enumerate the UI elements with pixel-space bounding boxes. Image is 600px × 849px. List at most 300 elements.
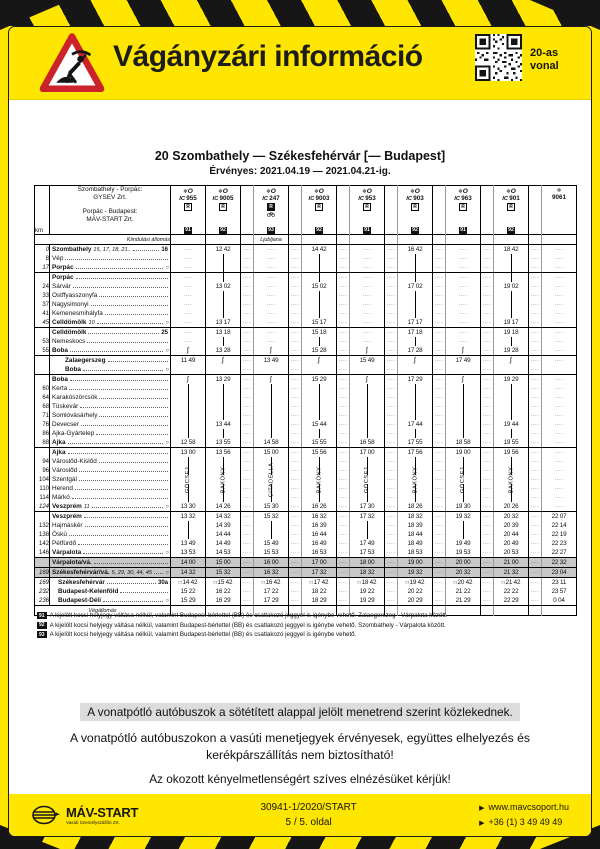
station-row: Boba ○ ···· ···· ···· ···· ···· ···· ····	[35, 365, 577, 375]
time-cell: 21 22	[446, 587, 481, 596]
station-symbol-icon: ○	[165, 366, 169, 373]
train-number: IC 963	[454, 195, 472, 202]
time-cell: 13 56	[206, 448, 241, 458]
footnote-mark: 91	[39, 612, 45, 619]
train-header	[446, 186, 481, 235]
time-cell: 13 49	[171, 539, 206, 548]
time-cell: 14 44	[206, 530, 241, 539]
poster-frame	[8, 26, 592, 837]
timetable	[34, 185, 577, 616]
time-cell: 18 58	[446, 438, 481, 448]
time-cell: □16 42	[254, 578, 289, 588]
time-cell: 15 55	[302, 438, 337, 448]
time-cell: 22 27	[542, 548, 577, 558]
time-cell: 16 29	[206, 596, 241, 606]
time-cell: 19 56	[494, 448, 529, 458]
time-cell: 23 11	[542, 578, 577, 588]
time-cell: 16 42	[398, 245, 433, 255]
timetable-validity: Érvényes: 2021.04.19 — 2021.04.21-ig.	[209, 166, 391, 177]
station-name: Boba	[65, 366, 81, 373]
time-cell: 22 23	[542, 539, 577, 548]
train-name-vertical: GÖCSEJ	[364, 466, 370, 494]
time-cell: 15 53	[254, 548, 289, 558]
footnote-text: A kijelölt kocsi helyjegy váltása nélkül, valamint Budapest-bérlettel (BB) és csatlakozó jeggyel is igénybe vehető. Zalaegerszeg - Várpalota között.	[49, 612, 448, 619]
station-name: Nagysimonyi	[52, 301, 89, 308]
document-number: 30941-1/2020/START	[260, 802, 357, 813]
station-name: Hajmáskér	[52, 522, 83, 529]
time-cell: 15 00	[206, 558, 241, 568]
logo-text: MÁV-START	[66, 805, 139, 820]
time-cell: 19 30	[446, 502, 481, 512]
train-number: IC 9003	[308, 195, 330, 202]
train-number: IC 9005	[212, 195, 234, 202]
time-cell: 16 49	[302, 539, 337, 548]
time-cell: 19 17	[494, 318, 529, 328]
time-cell: 23 57	[542, 587, 577, 596]
mav-start-logo	[31, 804, 138, 826]
train-number: IC 953	[358, 195, 376, 202]
time-cell: □15 42	[206, 578, 241, 588]
station-row: 37 Nagysimonyi ···· ···· ···· ···· ···· ···· ···· ···· ···· ···· ···· ····	[35, 300, 577, 309]
time-cell: 20 29	[398, 596, 433, 606]
time-cell: 18 32	[350, 568, 385, 578]
footer-phone: ▶ +36 (1) 3 49 49 49	[479, 817, 563, 827]
reservation-icon: R	[219, 203, 228, 211]
station-name: Budapest-Déli	[58, 597, 101, 604]
station-row: 41 Kemenesmihályfa ···· ···· ···· ···· ···· ···· ···· ···· ···· ···· ···· ····	[35, 309, 577, 318]
station-name: Veszprém	[52, 503, 82, 510]
time-cell: 14 26	[206, 502, 241, 512]
station-row: 53 Nemeskocs ···· ···· ···· ···· ···· ···· ···· ···· ···· ···· ···· ····	[35, 337, 577, 346]
time-cell: 18 26	[398, 502, 433, 512]
time-cell: 22 32	[542, 558, 577, 568]
timetable-grid	[34, 185, 577, 616]
time-cell: 16 39	[302, 521, 337, 530]
train-name-vertical: BAKONY	[412, 466, 418, 494]
footnote	[37, 612, 577, 619]
time-cell: 16 32	[302, 512, 337, 522]
station-row: 114 Márkó ···· ···· ···· ···· ···· ···· ···· ····	[35, 493, 577, 502]
station-name: Ajka	[52, 439, 66, 446]
station-name: Várpalota	[52, 549, 82, 556]
time-cell: 22 22	[494, 587, 529, 596]
time-cell: 22 07	[542, 512, 577, 522]
time-cell: 15 30	[254, 502, 289, 512]
time-cell: 19 44	[494, 420, 529, 429]
train-name-vertical: GÖCSEJ	[185, 466, 191, 494]
time-cell: 22 14	[542, 521, 577, 530]
aircon-icon: ❄O	[314, 188, 324, 195]
station-row: 232 Budapest-Kelenföld 15 22 16 22 ···· 17 22 ···· 18 22 ···· 19 22 ···· 20 22 ···· 21 22 ···· 22 22 ···· 23 57	[35, 587, 577, 596]
line-badge: 20-as vonal	[530, 47, 559, 72]
time-cell: 17 00	[302, 558, 337, 568]
station-symbol-icon: ○	[165, 264, 169, 271]
footnote-ref-badge: 93	[268, 227, 274, 234]
time-cell: 14 32	[206, 512, 241, 522]
station-symbol-icon: ○	[165, 549, 169, 556]
time-cell: 18 49	[398, 539, 433, 548]
page-number: 5 / 5. oldal	[285, 817, 332, 828]
qr-code-icon	[475, 34, 522, 81]
time-cell: 20 49	[494, 539, 529, 548]
train-number: IC 955	[179, 195, 197, 202]
station-row: Boba ∫ 13 29 ···· ∫ ···· 15 29 ···· ∫ ···· 17 29 ···· ∫ ···· 19 29 ···· ····	[35, 375, 577, 385]
station-row: 138 Öskü 14 44 ···· ···· 16 44 ···· ···· 18 44 ···· ···· 20 44 ···· 22 19	[35, 530, 577, 539]
station-row: 17 Porpác ○ ···· ···· ···· ···· ···· ···· ···· ···· ···· ···· ···· ····	[35, 263, 577, 273]
station-row: Ajka 13 00 13 56 ···· 15 00 ···· 15 56 ···· 17 00 ···· 17 56 ···· 19 00 ···· 19 56 ···· ····	[35, 448, 577, 458]
train-header	[494, 186, 529, 235]
station-name: Celldömölk	[52, 329, 87, 336]
time-cell: 17 17	[398, 318, 433, 328]
time-cell: □20 42	[446, 578, 481, 588]
time-cell: 13 49	[254, 356, 289, 366]
station-row: 236 Budapest-Déli ○ 15 29 16 29 ···· 17 29 ···· 18 29 ···· 19 29 ···· 20 29 ···· 21 29 ···· 22 29 ···· 0 04	[35, 596, 577, 606]
footnote-text: A kijelölt kocsi helyjegy váltása nélkül, valamint Budapest-bérlettel (BB) és csatlakozó jeggyel is igénybe vehető. Szombathely - Várpalota között.	[49, 621, 446, 629]
time-cell: 21 00	[494, 558, 529, 568]
aircon-icon: ❄O	[410, 188, 420, 195]
station-name: Herend	[52, 485, 73, 492]
time-cell: 13 00	[171, 448, 206, 458]
arrow-icon: ▶	[479, 820, 485, 827]
logo-subtext: Vasúti Személyszállító Zrt.	[66, 820, 120, 825]
time-cell: 13 29	[206, 375, 241, 385]
time-cell: 16 58	[350, 438, 385, 448]
station-name: Pétfürdő	[52, 540, 77, 547]
train-header	[302, 186, 337, 235]
time-cell: 20 32	[446, 568, 481, 578]
station-row: 169 Székesfehérvár 30a □14 42 □15 42 ···· □16 42 ···· □17 42 ···· □18 42 ···· □19 42 ···· □20 42 ···· □21 42 ···· 23 11	[35, 578, 577, 588]
time-cell: 15 56	[302, 448, 337, 458]
aircon-icon: ❄O	[266, 188, 276, 195]
station-row: 60 Kerta ···· ···· ···· ···· ···· ···· ···· ····	[35, 384, 577, 393]
time-cell: 16 22	[206, 587, 241, 596]
notice-tickets: A vonatpótló autóbuszokon a vasúti menetjegyek érvényesek, együttes elhelyezés és kerékpárszállítás nem biztosítható!	[69, 731, 531, 763]
train-number: IC 903	[406, 195, 424, 202]
time-cell: 15 22	[171, 587, 206, 596]
train-header	[254, 186, 289, 235]
time-cell: 15 44	[302, 420, 337, 429]
time-cell: 15 17	[302, 318, 337, 328]
time-cell: 20 39	[494, 521, 529, 530]
station-name: Budapest-Kelenföld	[58, 588, 119, 595]
time-cell: 15 28	[302, 346, 337, 356]
station-row: 33 Ostffyasszonyfa ···· ···· ···· ···· ···· ···· ···· ···· ···· ···· ···· ····	[35, 291, 577, 300]
time-cell: 13 55	[206, 438, 241, 448]
station-symbol-icon: ○	[165, 439, 169, 446]
train-name-vertical: BAKONY	[220, 466, 226, 494]
time-cell: 16 44	[302, 530, 337, 539]
station-symbol-icon: ○	[165, 597, 169, 604]
header-band	[9, 27, 591, 100]
time-cell: 16 53	[302, 548, 337, 558]
time-cell: 17 49	[446, 356, 481, 366]
train-header	[206, 186, 241, 235]
station-row: 68 Tüskevár ···· ···· ···· ···· ···· ···· ···· ····	[35, 402, 577, 411]
footnote-ref-badge: 92	[412, 227, 418, 234]
station-name: Vép	[52, 255, 64, 262]
station-row: 88 Ajka ○ 12 58 13 55 ···· 14 58 ···· 15 55 ···· 16 58 ···· 17 55 ···· 18 58 ···· 19 55 ···· ····	[35, 438, 577, 448]
time-cell: 18 39	[398, 521, 433, 530]
station-row: 45 Celldömölk 10 ○ ···· 13 17 ···· ···· ···· 15 17 ···· ···· ···· 17 17 ···· ···· ···· 19 17 ···· ····	[35, 318, 577, 328]
station-row: Várpalota/vá. 14 00 15 00 ···· 16 00 ···· 17 00 ···· 18 00 ···· 19 00 ···· 20 00 ···· 21 00 ···· 22 32	[35, 558, 577, 568]
hazard-stripe-top	[0, 0, 600, 26]
poster-title: Vágányzári információ	[113, 40, 423, 73]
time-cell: 19 29	[494, 375, 529, 385]
station-name: Székesfehérvár	[58, 579, 105, 586]
time-cell: 22 29	[494, 596, 529, 606]
time-cell: 17 28	[398, 346, 433, 356]
station-row: 104 Szentgál GÖCSEJ BAKONY ···· CITADELLA ···· BAKONY ···· GÖCSEJ ···· BAKONY ···· GÖCSEJ ···· BAKONY ···· ····	[35, 475, 577, 484]
station-row: 142 Pétfürdő 13 49 14 49 ···· 15 49 ···· 16 49 ···· 17 49 ···· 18 49 ···· 19 49 ···· 20 49 ···· 22 23	[35, 539, 577, 548]
time-cell: 19 00	[446, 448, 481, 458]
time-cell: 11 49	[171, 356, 206, 366]
time-cell: 17 32	[302, 568, 337, 578]
time-cell: □14 42	[171, 578, 206, 588]
reservation-icon: R	[363, 203, 372, 211]
time-cell: 13 28	[206, 346, 241, 356]
reservation-icon: R	[411, 203, 420, 211]
reservation-icon: R	[459, 203, 468, 211]
time-cell: 21 29	[446, 596, 481, 606]
time-cell: 21 32	[494, 568, 529, 578]
footnote-ref-badge: 91	[460, 227, 466, 234]
station-row: 64 Karakószörcsök ···· ···· ···· ···· ···· ···· ···· ····	[35, 393, 577, 402]
time-cell: 20 00	[446, 558, 481, 568]
train-header	[542, 186, 577, 235]
bicycle-icon	[267, 211, 275, 217]
time-cell: 19 32	[446, 512, 481, 522]
station-row: 132 Hajmáskér 14 39 ···· ···· 16 39 ···· ···· 18 39 ···· ···· 20 39 ···· 22 14	[35, 521, 577, 530]
mav-start-emblem-icon	[31, 804, 61, 826]
station-name: Városlőd-Kislőd	[52, 458, 97, 465]
time-cell: 15 32	[254, 512, 289, 522]
time-cell: 13 32	[171, 512, 206, 522]
station-row: 146 Várpalota ○ 13 53 14 53 ···· 15 53 ···· 16 53 ···· 17 53 ···· 18 53 ···· 19 53 ···· 20 53 ···· 22 27	[35, 548, 577, 558]
footnote-ref-badge: 92	[508, 227, 514, 234]
train-number: 9061	[551, 194, 566, 201]
station-name: Karakószörcsök	[52, 394, 98, 401]
time-cell: 17 56	[398, 448, 433, 458]
time-cell: 15 49	[350, 356, 385, 366]
station-row: Veszprém 13 32 14 32 ···· 15 32 ···· 16 32 ···· 17 32 ···· 18 32 ···· 19 32 ···· 20 32 ···· 22 07	[35, 512, 577, 522]
station-symbol-icon: ○	[165, 569, 169, 576]
time-cell: 18 00	[350, 558, 385, 568]
time-cell: 14 42	[302, 245, 337, 255]
station-name: Öskü	[52, 531, 67, 538]
time-cell: 17 44	[398, 420, 433, 429]
operator-cell: Szombathely - Porpác: GYSEV Zrt. Porpác - Budapest: MÁV-START Zrt.	[50, 186, 171, 235]
time-cell: 22 19	[542, 530, 577, 539]
notice-apology: Az okozott kényelmetlenségért szíves elnézésüket kérjük!	[149, 772, 451, 786]
time-cell: 17 32	[350, 512, 385, 522]
time-cell: 19 18	[494, 328, 529, 338]
station-name: Porpác	[52, 274, 74, 281]
station-row: Porpác ···· ···· ···· ···· ···· ···· ···· ···· ···· ···· ···· ····	[35, 273, 577, 283]
footnote	[37, 631, 577, 638]
footnotes	[37, 612, 577, 641]
time-cell: 23 04	[542, 568, 577, 578]
time-cell: 17 02	[398, 282, 433, 291]
station-name: Nemeskocs	[52, 338, 86, 345]
station-row: Celldömölk 25 ···· 13 18 ···· ···· ···· 15 18 ···· ···· ···· 17 18 ···· ···· ···· 19 18 ···· ····	[35, 328, 577, 338]
station-name: Boba	[52, 347, 68, 354]
time-cell: 18 42	[494, 245, 529, 255]
train-name-vertical: CITADELLA	[268, 462, 275, 498]
time-cell: 19 32	[398, 568, 433, 578]
station-name: Zalaegerszeg	[65, 357, 106, 364]
station-symbol-icon: ○	[165, 319, 169, 326]
station-name: Somlóvásárhely	[52, 412, 98, 419]
footnote-ref-badge: 91	[364, 227, 370, 234]
time-cell: 19 02	[494, 282, 529, 291]
reservation-icon: R	[315, 203, 324, 211]
time-cell: 19 28	[494, 346, 529, 356]
time-cell: 20 26	[494, 502, 529, 512]
time-cell: 15 32	[206, 568, 241, 578]
station-row: 24 Sárvár ···· 13 02 ···· ···· ···· 15 02 ···· ···· ···· 17 02 ···· ···· ···· 19 02 ···· ····	[35, 282, 577, 291]
aircon-icon: ❄O	[506, 188, 516, 195]
reservation-icon: R	[267, 203, 276, 211]
time-cell: 15 49	[254, 539, 289, 548]
station-name: Várpalota/vá.	[52, 559, 92, 566]
train-name-vertical: BAKONY	[316, 466, 322, 494]
notice-bus-schedule: A vonatpótló autóbuszok a sötétített alappal jelölt menetrend szerint közlekednek.	[80, 703, 520, 721]
time-cell: 20 32	[494, 512, 529, 522]
station-row: 76 Devecser 13 44 ···· ···· 15 44 ···· ···· 17 44 ···· ···· 19 44 ···· ····	[35, 420, 577, 429]
station-symbol-icon: ○	[165, 347, 169, 354]
time-cell: □17 42	[302, 578, 337, 588]
time-cell: 19 00	[398, 558, 433, 568]
timetable-title: 20 Szombathely — Székesfehérvár [— Budapest]	[154, 149, 446, 163]
time-cell: 15 02	[302, 282, 337, 291]
station-name: Városlőd	[52, 467, 78, 474]
time-cell: 17 00	[350, 448, 385, 458]
time-cell: 19 53	[446, 548, 481, 558]
time-cell: 17 53	[350, 548, 385, 558]
terminus-row: Végállomás	[35, 606, 577, 616]
train-number: IC 901	[502, 195, 520, 202]
time-cell: 17 29	[398, 375, 433, 385]
station-name: Szombathely	[52, 246, 92, 253]
time-cell: 14 53	[206, 548, 241, 558]
station-name: Ajka	[52, 449, 66, 456]
hazard-stripe-bottom	[0, 836, 600, 849]
time-cell: 19 22	[350, 587, 385, 596]
trackwork-warning-icon	[39, 32, 105, 94]
time-cell: 15 29	[302, 375, 337, 385]
reservation-icon: R	[184, 203, 193, 211]
station-row: 0 Szombathely 15, 17, 18, 21.. 16 ···· 12 42 ···· ···· ···· 14 42 ···· ···· ···· 16 42 ···· ···· ···· 18 42 ···· ····	[35, 245, 577, 255]
station-name: Celldömölk	[52, 319, 87, 326]
footnote-mark: 92	[39, 622, 45, 628]
train-name-vertical: GÖCSEJ	[460, 466, 466, 494]
time-cell: 15 00	[254, 448, 289, 458]
station-name: Szentgál	[52, 476, 77, 483]
time-cell: □19 42	[398, 578, 433, 588]
station-row: 96 Városlőd ···· ···· ···· ···· ···· ···· ···· ····	[35, 466, 577, 475]
time-cell: □18 42	[350, 578, 385, 588]
station-name: Székesfehérvár/vá.	[52, 569, 110, 576]
reservation-icon: R	[507, 203, 516, 211]
time-cell: 13 53	[171, 548, 206, 558]
station-name: Boba	[52, 376, 68, 383]
station-row: 124 Veszprém 11 ○ 13 30 14 26 ···· 15 30 ···· 16 26 ···· 17 30 ···· 18 26 ···· 19 30 ···· 20 26 ···· ····	[35, 502, 577, 512]
time-cell: 16 26	[302, 502, 337, 512]
aircon-icon: ❄O	[458, 188, 468, 195]
station-row: 86 Ajka-Gyártelep ···· ···· ···· ···· ···· ···· ···· ····	[35, 429, 577, 438]
time-cell: 19 49	[446, 539, 481, 548]
station-name: Veszprém	[52, 513, 82, 520]
station-row: 8 Vép ···· ···· ···· ···· ···· ···· ···· ···· ···· ···· ···· ····	[35, 254, 577, 263]
time-cell: □21 42	[494, 578, 529, 588]
time-cell: 17 18	[398, 328, 433, 338]
aircon-icon: ❄	[556, 188, 562, 194]
time-cell: 18 44	[398, 530, 433, 539]
time-cell: 20 53	[494, 548, 529, 558]
station-name: Márkó	[52, 494, 70, 501]
station-row: 169 Székesfehérvár/vá. 5, 29, 30, 44, 45 ○ 14 32 15 32 ···· 16 32 ···· 17 32 ···· 18 32 ···· 19 32 ···· 20 32 ···· 21 32 ···· 23 04	[35, 568, 577, 578]
time-cell: 18 29	[302, 596, 337, 606]
footnote-ref-badge: 92	[316, 227, 322, 234]
station-name: Kemenesmihályfa	[52, 310, 103, 317]
time-cell: 13 17	[206, 318, 241, 328]
time-cell: 14 32	[171, 568, 206, 578]
time-cell: 16 32	[254, 568, 289, 578]
footnote	[37, 622, 577, 629]
station-name: Porpác	[52, 264, 74, 271]
km-column-header: km	[35, 186, 50, 235]
station-name: Devecser	[52, 421, 79, 428]
time-cell: 14 00	[171, 558, 206, 568]
time-cell: 14 39	[206, 521, 241, 530]
train-header	[398, 186, 433, 235]
aircon-icon: ❄O	[218, 188, 228, 195]
time-cell: 17 55	[398, 438, 433, 448]
time-cell: 12 42	[206, 245, 241, 255]
time-cell: 17 30	[350, 502, 385, 512]
time-cell: 17 29	[254, 596, 289, 606]
station-name: Ostffyasszonyfa	[52, 292, 98, 299]
time-cell: 14 49	[206, 539, 241, 548]
time-cell: 12 58	[171, 438, 206, 448]
time-cell: 19 55	[494, 438, 529, 448]
train-header	[350, 186, 385, 235]
station-name: Tüskevár	[52, 403, 79, 410]
footer-band	[9, 794, 591, 836]
origin-row: Kiindulási állomás Ljubljana	[35, 235, 577, 245]
station-name: Sárvár	[52, 283, 71, 290]
time-cell: 13 30	[171, 502, 206, 512]
footnote-mark: 93	[39, 631, 45, 638]
aircon-icon: ❄O	[362, 188, 372, 195]
station-row: 110 Herend ···· ···· ···· ···· ···· ···· ···· ····	[35, 484, 577, 493]
station-name: Ajka-Gyártelep	[52, 430, 95, 437]
station-row: 55 Boba ○ ∫ 13 28 ···· ∫ ···· 15 28 ···· ∫ ···· 17 28 ···· ∫ ···· 19 28 ···· ····	[35, 346, 577, 356]
train-number: IC 247	[262, 195, 280, 202]
aircon-icon: ❄O	[183, 188, 193, 195]
time-cell: 13 02	[206, 282, 241, 291]
station-name: Kerta	[52, 385, 68, 392]
time-cell: 13 44	[206, 420, 241, 429]
time-cell: 18 32	[398, 512, 433, 522]
footnote-ref-badge: 91	[185, 227, 191, 234]
station-row: 71 Somlóvásárhely ···· ···· ···· ···· ···· ···· ···· ····	[35, 411, 577, 420]
footer-website: ▶ www.mavcsoport.hu	[479, 801, 569, 812]
time-cell: 19 29	[350, 596, 385, 606]
time-cell: 0 04	[542, 596, 577, 606]
time-cell: 13 18	[206, 328, 241, 338]
station-row: 94 Városlőd-Kislőd ···· ···· ···· ···· ···· ···· ···· ····	[35, 457, 577, 466]
